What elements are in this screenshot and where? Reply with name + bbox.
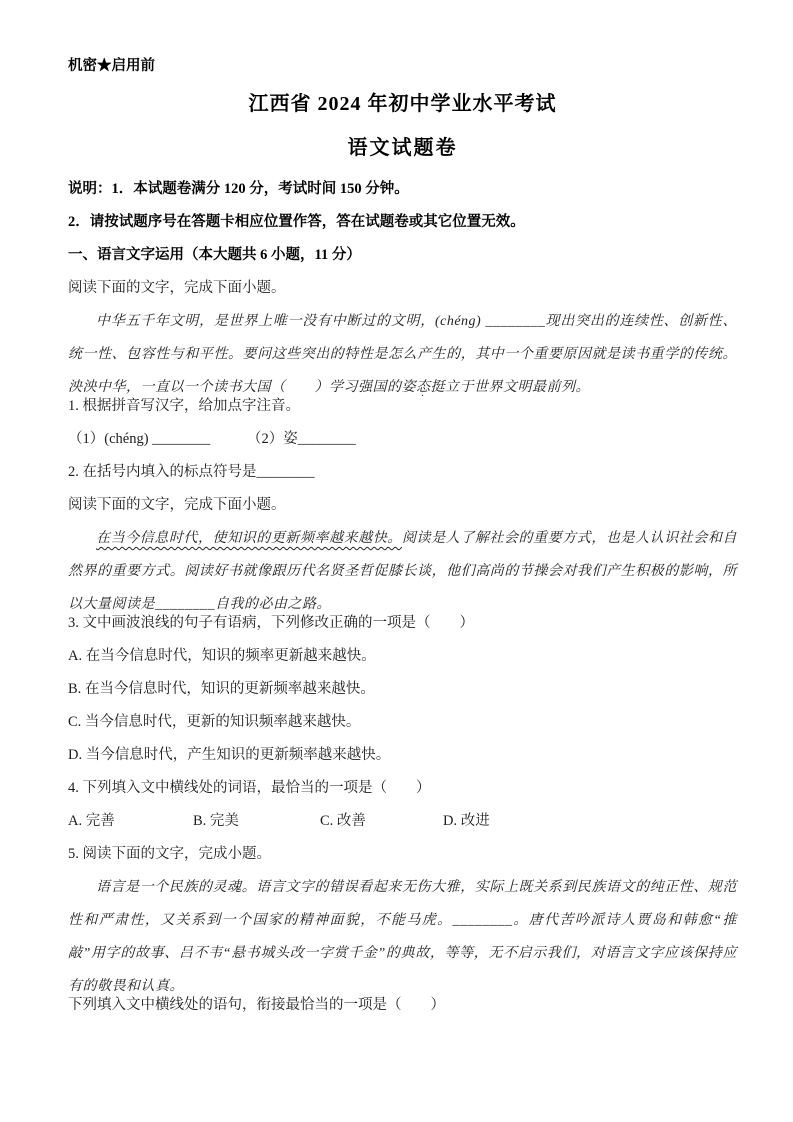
q4-option-a: A. 完善 — [68, 813, 115, 829]
q3-option-d: D. 当今信息时代，产生知识的更新频率越来越快。 — [68, 747, 391, 763]
section-1-heading: 一、语言文字运用（本大题共 6 小题，11 分） — [68, 247, 361, 263]
passage-1-before-dot: 中华五千年文明，是世界上唯一没有中断过的文明，(chéng) ________现出突出的连续性、创新性、统一性、包容性与和平性。要问这些突出的特性是怎么产生的，其中一个重要原因就是读书重学的传统。泱泱中华，一直以一个读书大国（ ）学习强国的 — [68, 314, 737, 395]
passage-2-rest: 阅读是人了解社会的重要方式，也是人认识社会和自然界的重要方式。阅读好书就像跟历代名贤圣哲促膝长谈，他们高尚的节操会对我们产生积极的影响，所以大量阅读是________自我的必由之路。 — [68, 531, 738, 612]
reading-intro-1: 阅读下面的文字，完成下面小题。 — [68, 280, 286, 296]
q4-option-d: D. 改进 — [443, 813, 490, 829]
q3-option-b: B. 在当今信息时代，知识的更新频率越来越快。 — [68, 681, 375, 697]
passage-3: 语言是一个民族的灵魂。语言文字的错误看起来无伤大雅，实际上既关系到民族语文的纯正性、规范性和严肃性，又关系到一个国家的精神面貌，不能马虎。________。唐代苦吟派诗人贾岛和韩愈“推敲”用字的故事、吕不韦“悬书城头改一字赏千金”的典故，等等，无不启示我们，对语言文字应该保持应有的敬畏和认真。 — [68, 880, 737, 994]
passage-1-dotted-char: 姿 — [401, 380, 416, 395]
q4-option-c: C. 改善 — [320, 813, 366, 829]
exam-note-2: 2．请按试题序号在答题卡相应位置作答，答在试题卷或其它位置无效。 — [68, 214, 525, 230]
q5-stem: 5. 阅读下面的文字，完成小题。 — [68, 846, 271, 862]
q4-option-b: B. 完美 — [193, 813, 239, 829]
wavy-sentence: 在当今信息时代，使知识的更新频率越来越快。 — [96, 531, 402, 546]
q1-stem: 1. 根据拼音写汉字，给加点字注音。 — [68, 398, 300, 414]
doc-subtitle: 语文试题卷 — [347, 137, 458, 159]
q3-stem: 3. 文中画波浪线的句子有语病，下列修改正确的一项是（ ） — [68, 615, 474, 631]
q1-blanks — [68, 423, 737, 456]
reading-intro-2: 阅读下面的文字，完成下面小题。 — [68, 497, 286, 513]
q4-options — [68, 805, 737, 838]
q4-stem: 4. 下列填入文中横线处的词语，最恰当的一项是（ ） — [68, 780, 431, 796]
exam-note-1: 说明：1．本试题卷满分 120 分，考试时间 150 分钟。 — [68, 181, 409, 197]
doc-title: 江西省 2024 年初中学业水平考试 — [248, 93, 557, 115]
q1-blank-1: （1）(chéng) ________ — [68, 431, 211, 447]
q5-followup: 下列填入文中横线处的语句，衔接最恰当的一项是（ ） — [68, 997, 445, 1013]
q1-blank-2: （2）姿________ — [247, 431, 356, 447]
passage-1-after-dot: 态挺立于世界文明最前列。 — [416, 380, 590, 395]
q3-option-a: A. 在当今信息时代，知识的频率更新越来越快。 — [68, 648, 376, 664]
q2-stem: 2. 在括号内填入的标点符号是________ — [68, 464, 315, 480]
confidential-label: 机密★启用前 — [68, 58, 155, 74]
q3-option-c: C. 当今信息时代，更新的知识频率越来越快。 — [68, 714, 361, 730]
